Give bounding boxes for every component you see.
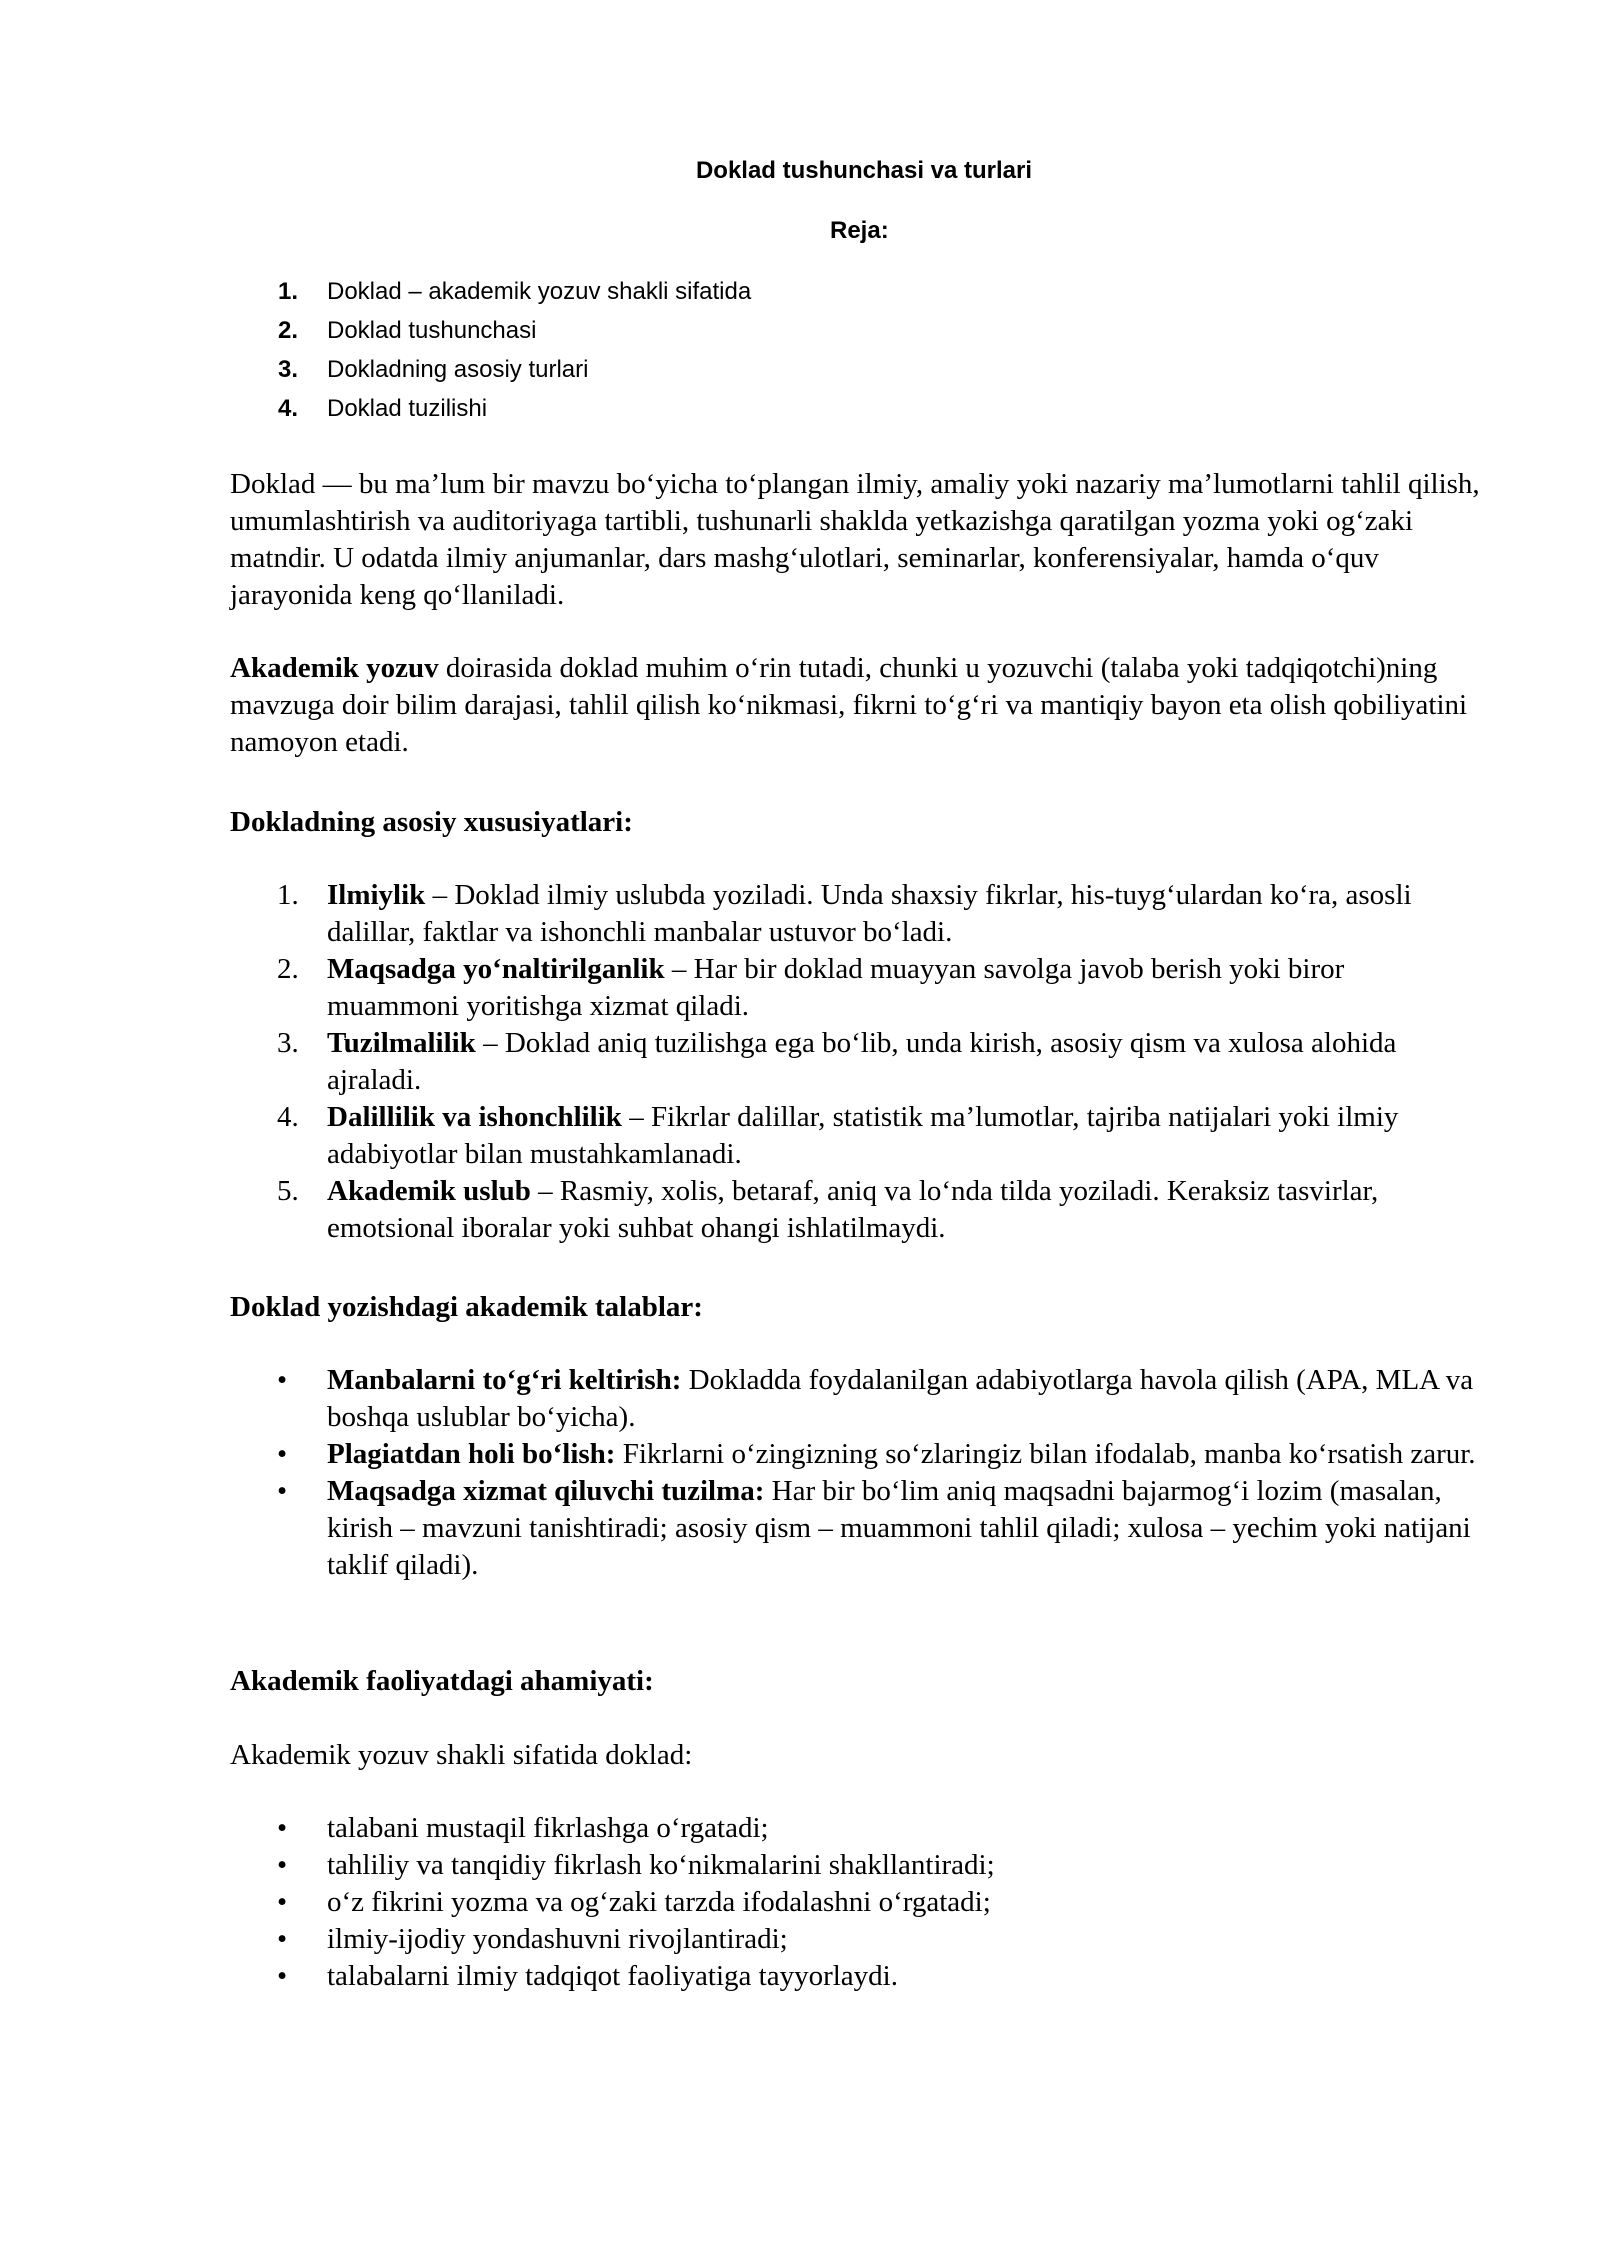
feature-number: 5. [277, 1175, 299, 1207]
plan-list [278, 272, 751, 428]
requirements-list [230, 1362, 1480, 1584]
feature-term: Dalillilik va ishonchlilik [327, 1101, 622, 1133]
bullet-icon: • [277, 1812, 288, 1844]
importance-intro: Akademik yozuv shakli sifatida doklad: [230, 1739, 693, 1771]
bullet-icon: • [277, 1960, 288, 1992]
feature-number: 3. [277, 1027, 299, 1059]
feature-item [230, 1025, 1480, 1099]
requirement-item [230, 1473, 1480, 1584]
importance-text: o‘z fikrini yozma va og‘zaki tarzda ifodalashni o‘rgatadi; [327, 1886, 991, 1918]
feature-item [230, 877, 1480, 951]
bullet-icon: • [277, 1364, 288, 1396]
feature-item [230, 1173, 1480, 1247]
feature-term: Ilmiylik [327, 879, 426, 911]
academic-term: Akademik yozuv [230, 652, 439, 684]
requirement-text: Har bir bo‘lim aniq maqsadni bajarmog‘i lozim (masalan, kirish – mavzuni tanishtiradi; asosiy qism – muammoni tahlil qiladi; xulosa – yechim yoki natijani taklif qiladi). [327, 1475, 1471, 1581]
academic-paragraph [230, 650, 1480, 761]
features-list [230, 877, 1480, 1247]
requirement-term: Manbalarni to‘g‘ri keltirish: [327, 1364, 682, 1396]
intro-paragraph: Doklad — bu ma’lum bir mavzu bo‘yicha to‘plangan ilmiy, amaliy yoki nazariy ma’lumotlarni tahlil qilish, umumlashtirish va auditoriyaga tartibli, tushunarli shaklda yetkazishga qaratilgan yozma yoki og‘zaki matndir. U odatda ilmiy anjumanlar, dars mashg‘ulotlari, seminarlar, konferensiyalar, hamda o‘quv jarayonida keng qo‘llaniladi. [230, 468, 1480, 611]
importance-item [230, 1810, 1480, 1847]
plan-item-text: Dokladning asosiy turlari [327, 356, 589, 383]
importance-text: tahliliy va tanqidiy fikrlash ko‘nikmalarini shakllantiradi; [327, 1849, 995, 1881]
feature-item [230, 951, 1480, 1025]
plan-item-number: 4. [278, 395, 299, 422]
plan-item-number: 1. [278, 278, 299, 305]
requirements-heading: Doklad yozishdagi akademik talablar: [230, 1291, 703, 1323]
feature-text: – Doklad ilmiy uslubda yoziladi. Unda shaxsiy fikrlar, his-tuyg‘ulardan ko‘ra, asosli dalillar, faktlar va ishonchli manbalar ustuvor bo‘ladi. [327, 879, 1412, 948]
bullet-icon: • [277, 1438, 288, 1470]
plan-item-text: Doklad – akademik yozuv shakli sifatida [327, 278, 752, 305]
feature-item [230, 1099, 1480, 1173]
bullet-icon: • [277, 1886, 288, 1918]
bullet-icon: • [277, 1475, 288, 1507]
requirement-text: Dokladda foydalanilgan adabiyotlarga havola qilish (APA, MLA va boshqa uslublar bo‘yicha). [327, 1364, 1474, 1433]
importance-item [230, 1921, 1480, 1958]
importance-heading: Akademik faoliyatdagi ahamiyati: [230, 1665, 654, 1697]
importance-text: talabalarni ilmiy tadqiqot faoliyatiga tayyorlaydi. [327, 1960, 898, 1992]
feature-text: – Doklad aniq tuzilishga ega bo‘lib, unda kirish, asosiy qism va xulosa alohida ajraladi. [327, 1027, 1397, 1096]
plan-item [278, 350, 751, 389]
importance-item [230, 1847, 1480, 1884]
plan-item-text: Doklad tuzilishi [327, 395, 488, 422]
requirement-item [230, 1436, 1480, 1473]
plan-item [278, 311, 751, 350]
plan-item [278, 272, 751, 311]
plan-item-number: 3. [278, 356, 299, 383]
features-heading: Dokladning asosiy xususiyatlari: [230, 806, 633, 838]
academic-text: doirasida doklad muhim o‘rin tutadi, chunki u yozuvchi (talaba yoki tadqiqotchi)ning mavzuga doir bilim darajasi, tahlil qilish ko‘nikmasi, fikrni to‘g‘ri va mantiqiy bayon eta olish qobiliyatini namoyon etadi. [230, 652, 1468, 758]
importance-list [230, 1810, 1480, 1995]
feature-text: – Fikrlar dalillar, statistik ma’lumotlar, tajriba natijalari yoki ilmiy adabiyotlar bilan mustahkamlanadi. [327, 1101, 1399, 1170]
feature-number: 4. [277, 1101, 299, 1133]
feature-term: Tuzilmalilik [327, 1027, 476, 1059]
plan-item-text: Doklad tushunchasi [327, 317, 537, 344]
feature-text: – Rasmiy, xolis, betaraf, aniq va lo‘nda tilda yoziladi. Keraksiz tasvirlar, emotsional iboralar yoki suhbat ohangi ishlatilmaydi. [327, 1175, 1379, 1244]
plan-item-number: 2. [278, 317, 299, 344]
bullet-icon: • [277, 1923, 288, 1955]
feature-text: – Har bir doklad muayyan savolga javob berish yoki biror muammoni yoritishga xizmat qiladi. [327, 953, 1345, 1022]
importance-item [230, 1884, 1480, 1921]
requirement-text: Fikrlarni o‘zingizning so‘zlaringiz bilan ifodalab, manba ko‘rsatish zarur. [615, 1438, 1476, 1470]
importance-text: ilmiy-ijodiy yondashuvni rivojlantiradi; [327, 1923, 788, 1955]
requirement-term: Plagiatdan holi bo‘lish: [327, 1438, 616, 1470]
plan-item [278, 389, 751, 428]
feature-term: Maqsadga yo‘naltirilganlik [327, 953, 665, 985]
requirement-item [230, 1362, 1480, 1436]
importance-item [230, 1958, 1480, 1995]
feature-number: 2. [277, 953, 299, 985]
importance-text: talabani mustaqil fikrlashga o‘rgatadi; [327, 1812, 769, 1844]
bullet-icon: • [277, 1849, 288, 1881]
feature-number: 1. [277, 879, 299, 911]
document-title: Doklad tushunchasi va turlari [695, 157, 1033, 184]
feature-term: Akademik uslub [327, 1175, 531, 1207]
requirement-term: Maqsadga xizmat qiluvchi tuzilma: [327, 1475, 765, 1507]
plan-heading: Reja: [830, 217, 889, 244]
